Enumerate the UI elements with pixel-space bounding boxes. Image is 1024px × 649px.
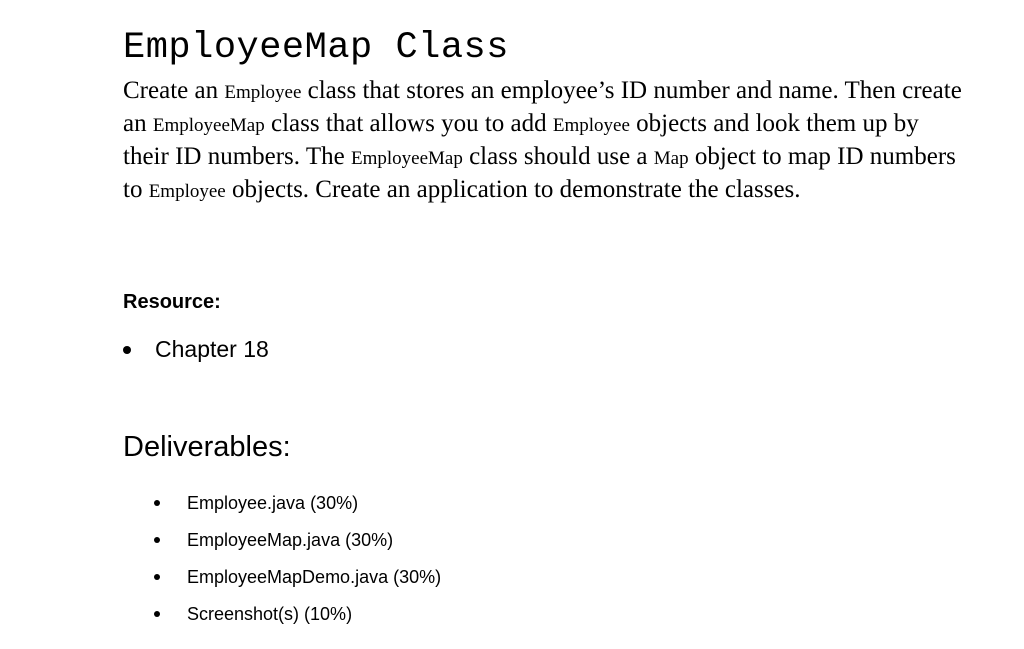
intro-text: Create an xyxy=(123,77,225,104)
list-item xyxy=(154,601,441,638)
class-name: Map xyxy=(653,148,689,169)
class-name: Employee xyxy=(148,181,226,202)
list-item xyxy=(154,527,441,564)
intro-text: class that stores an employee’s ID number and name. Then create an xyxy=(123,77,962,137)
deliverables-list xyxy=(154,490,441,638)
bullet-icon xyxy=(154,611,160,617)
bullet-icon xyxy=(154,500,160,506)
intro-text: class should use a xyxy=(462,143,654,170)
deliverable-label: Employee.java (30%) xyxy=(187,493,359,513)
intro-paragraph xyxy=(123,75,963,207)
class-name: Employee xyxy=(224,82,302,103)
deliverables-heading: Deliverables: xyxy=(123,431,291,463)
bullet-icon xyxy=(154,574,160,580)
class-name: EmployeeMap xyxy=(152,115,265,136)
list-item xyxy=(154,564,441,601)
bullet-icon xyxy=(123,346,131,354)
resource-item-label: Chapter 18 xyxy=(155,336,269,362)
resource-list xyxy=(123,334,269,364)
intro-text: objects. Create an application to demonstrate the classes. xyxy=(225,176,801,203)
class-name: Employee xyxy=(552,115,630,136)
intro-text: objects and look them up by their ID numbers. The xyxy=(123,110,919,170)
class-name: EmployeeMap xyxy=(350,148,463,169)
deliverable-label: Screenshot(s) (10%) xyxy=(187,604,353,624)
bullet-icon xyxy=(154,537,160,543)
page-title: EmployeeMap Class xyxy=(123,27,509,69)
list-item xyxy=(123,334,269,364)
deliverable-label: EmployeeMapDemo.java (30%) xyxy=(187,567,442,587)
deliverable-label: EmployeeMap.java (30%) xyxy=(187,530,394,550)
intro-text: class that allows you to add xyxy=(264,110,553,137)
intro-text: object to map ID numbers to xyxy=(123,143,956,203)
resource-heading: Resource: xyxy=(123,291,221,313)
list-item xyxy=(154,490,441,527)
